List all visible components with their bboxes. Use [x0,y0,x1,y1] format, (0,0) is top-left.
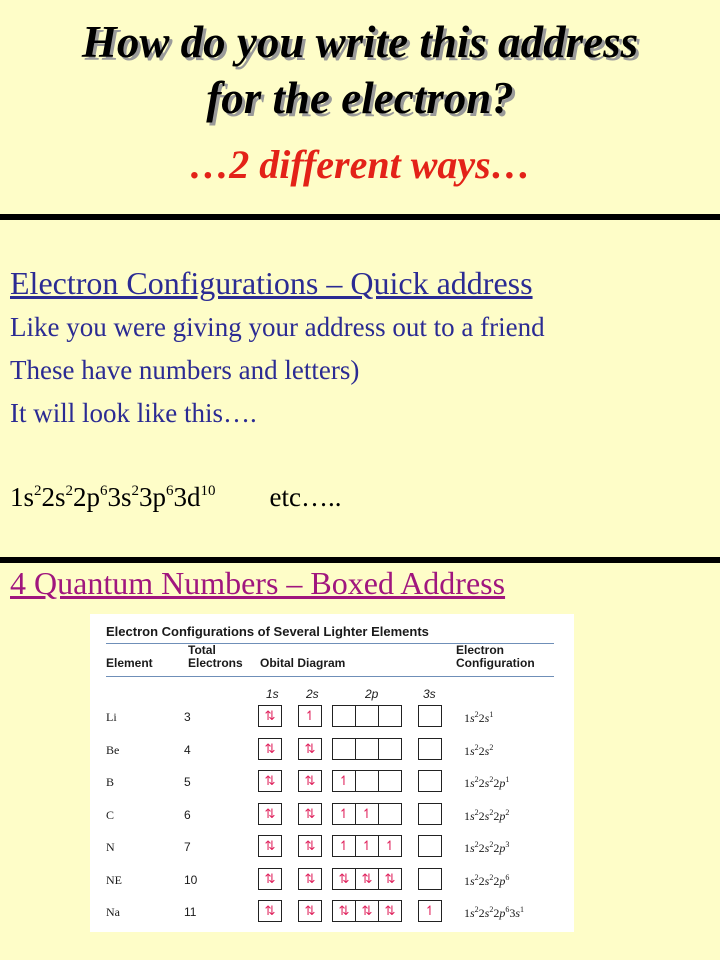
orbital-box: ↿ [379,835,402,857]
orbital-box: ⇅ [379,868,402,890]
orbital-box [332,738,356,760]
subshell-3s: 3s [423,687,436,701]
orbital-box: ⇅ [356,868,379,890]
table-row [90,834,574,860]
orbital-box: ↿ [332,770,356,792]
table-row [90,769,574,795]
orbital-box [418,705,442,727]
electron-configuration: $1s^22s^22p^6$ [464,872,510,888]
config-etc: etc….. [269,482,342,512]
title-line-1: How do you write this address [81,17,639,67]
orbital-box: ↿ [356,835,379,857]
electron-configuration: $1s^22s^22p^2$ [464,807,510,823]
orbital-box: ⇅ [298,803,322,825]
orbital-box: ⇅ [258,835,282,857]
header-total-electrons: Total Electrons [188,643,243,670]
total-electrons: 11 [184,905,197,919]
orbital-box: ↿ [332,803,356,825]
total-electrons: 3 [184,710,191,724]
orbital-box: ⇅ [298,770,322,792]
orbital-box: ⇅ [258,803,282,825]
config-term: $2p^6$ [73,482,108,512]
total-electrons: 7 [184,840,191,854]
element-symbol: C [106,807,115,822]
divider-top [0,214,720,220]
config-term: $3s^2$ [107,482,140,512]
slide-title [0,14,720,126]
subshell-1s: 1s [266,687,279,701]
orbital-box [332,705,356,727]
orbital-box [379,770,402,792]
electron-configuration: $1s^22s^1$ [464,710,494,725]
config-term: $2s^2$ [41,482,74,512]
electron-configuration: $1s^22s^22p^63s^1$ [464,905,525,920]
header-orbital-diagram: Obital Diagram [260,656,346,670]
orbital-box: ⇅ [258,770,282,792]
total-electrons: 5 [184,775,191,789]
element-symbol: B [106,775,115,789]
orbital-box [379,738,402,760]
orbital-box: ⇅ [258,868,282,890]
total-electrons: 10 [184,872,198,887]
section2-heading: 4 Quantum Numbers – Boxed Address [10,565,506,601]
orbital-box [418,738,442,760]
table-row [90,867,574,893]
orbital-box [418,803,442,825]
electron-configuration: $1s^22s^22p^3$ [464,840,510,855]
element-symbol: Be [106,742,120,757]
table-title: Electron Configurations of Several Lighter Elements [106,624,429,639]
orbital-box: ↿ [298,705,322,727]
total-electrons: 4 [184,742,191,757]
table-rule-header [106,676,554,677]
electron-configuration: $1s^22s^22p^1$ [464,775,510,790]
orbital-box [379,705,402,727]
orbital-box [418,835,442,857]
header-element: Element [106,656,153,670]
config-term: $1s^2$ [10,482,42,512]
orbital-box [418,770,442,792]
subshell-2s: 2s [306,687,319,701]
section1-line-3: It will look like this…. [10,398,257,428]
orbital-box: ⇅ [258,900,282,922]
config-term: $3d^{10}$ [173,482,216,512]
header-electron-configuration: Electron Configuration [456,643,535,670]
divider-middle [0,557,720,563]
orbital-box [356,705,379,727]
table-row [90,802,574,828]
table-row [90,899,574,925]
orbital-box: ⇅ [298,900,322,922]
orbital-box [356,770,379,792]
orbital-box: ⇅ [258,738,282,760]
orbital-box: ⇅ [379,900,402,922]
section1-line-2: These have numbers and letters) [10,355,360,385]
electron-config-table [90,614,574,932]
element-symbol: Na [106,905,120,919]
element-symbol: Li [106,710,117,724]
subshell-2p: 2p [365,687,379,701]
title-line-2: for the electron? [206,73,514,123]
orbital-box: ↿ [332,835,356,857]
element-symbol: N [106,840,115,854]
element-symbol: NE [106,872,122,887]
orbital-box: ⇅ [332,868,356,890]
electron-configuration: $1s^22s^2$ [464,742,494,758]
table-row [90,737,574,763]
orbital-box: ⇅ [356,900,379,922]
section1-heading: Electron Configurations – Quick address [10,265,533,301]
total-electrons: 6 [184,807,191,822]
orbital-box: ↿ [356,803,379,825]
orbital-box [379,803,402,825]
orbital-box: ⇅ [298,835,322,857]
section1-line-1: Like you were giving your address out to a friend [10,312,545,342]
orbital-box: ⇅ [332,900,356,922]
table-row [90,704,574,730]
orbital-box: ⇅ [298,738,322,760]
orbital-box [356,738,379,760]
config-example [10,482,342,513]
orbital-box: ⇅ [258,705,282,727]
slide-subtitle: …2 different ways… [189,142,531,187]
orbital-box: ↿ [418,900,442,922]
orbital-box [418,868,442,890]
config-term: $3p^6$ [139,482,174,512]
orbital-box: ⇅ [298,868,322,890]
